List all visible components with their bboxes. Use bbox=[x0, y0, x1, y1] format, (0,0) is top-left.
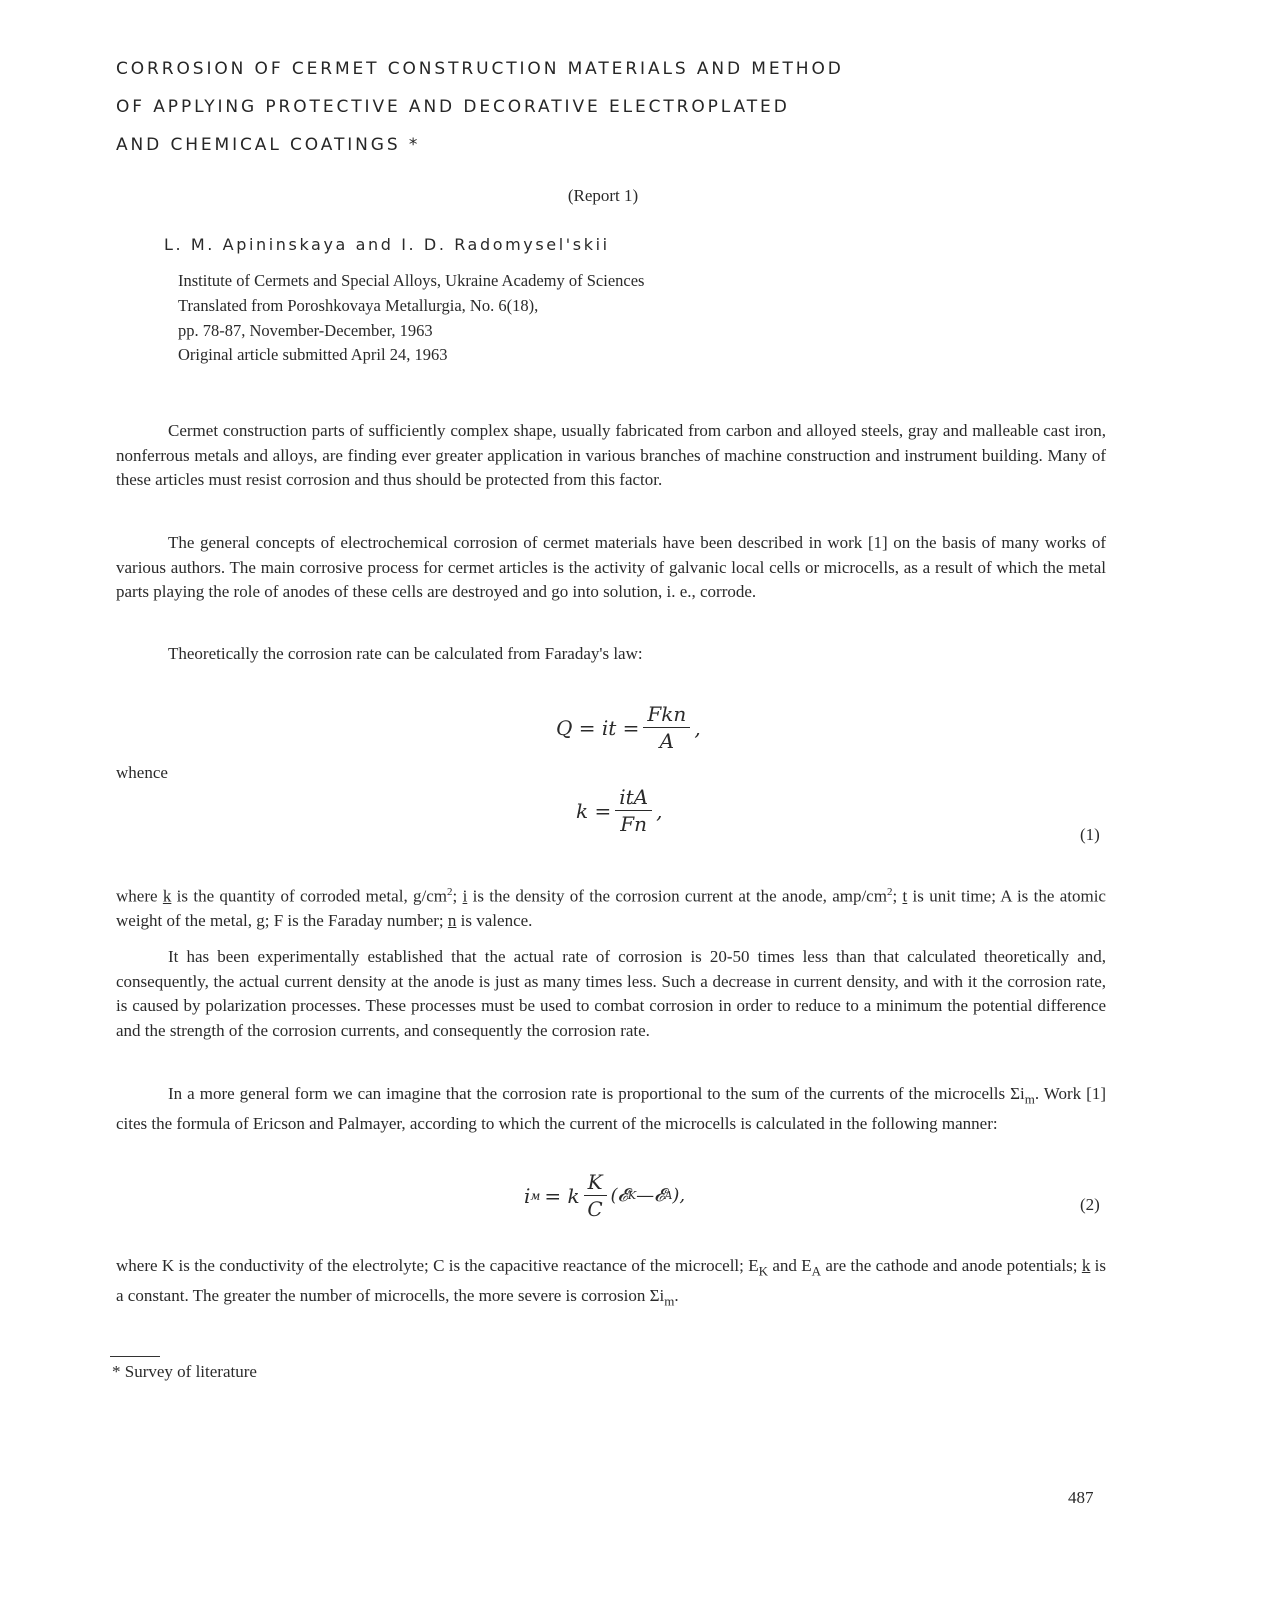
equation-1-tail: , bbox=[656, 798, 663, 823]
p4-sup-2: 2 bbox=[447, 886, 453, 898]
p4-var-g: g bbox=[256, 911, 265, 931]
p7-sub-m: m bbox=[664, 1293, 675, 1309]
p7-text-b: and E bbox=[768, 1256, 812, 1275]
p7-text-e: . bbox=[674, 1285, 679, 1305]
equation-2-close: ), bbox=[672, 1185, 686, 1206]
p7-text-d: is a constant. The greater the number of microcells, the more severe is corrosion Σi bbox=[116, 1256, 1107, 1305]
equation-1-numerator: itA bbox=[615, 785, 652, 811]
equation-2-denominator: C bbox=[587, 1197, 603, 1221]
paragraph-4 bbox=[116, 880, 1106, 934]
paragraph-2: The general concepts of electrochemical corrosion of cermet materials have been described in work [1] on the basis of many works of various authors. The main corrosive process for cermet articles is the activity of galvanic local cells or microcells, as a result of which the metal parts playing the role of anodes of these cells are destroyed and go into solution, i. e., corrode. bbox=[116, 533, 1106, 601]
page-number: 487 bbox=[1068, 1488, 1094, 1507]
p4-text-a: where bbox=[116, 886, 163, 906]
equation-2-numerator: K bbox=[584, 1170, 607, 1196]
equation-2-eq: = k bbox=[544, 1183, 580, 1208]
p6-text-a: In a more general form we can imagine that the corrosion rate is proportional to the sum of the currents of the microcells Σi bbox=[168, 1084, 1025, 1103]
p4-var-k: k bbox=[162, 886, 172, 906]
equation-2-fraction bbox=[584, 1170, 607, 1221]
p4-text-d: is the density of the corrosion current at the anode, amp/cm bbox=[467, 886, 887, 906]
p4-text-h: ; F is the Faraday number; bbox=[264, 911, 448, 931]
affiliation-line-4: Original article submitted April 24, 1963 bbox=[178, 345, 448, 364]
paragraph-3: Theoretically the corrosion rate can be calculated from Faraday's law: bbox=[168, 644, 643, 663]
p4-var-n: n bbox=[447, 911, 457, 931]
title-line-3-text: AND CHEMICAL COATINGS bbox=[116, 135, 401, 155]
equation-2-sub-k: K bbox=[627, 1189, 637, 1202]
equation-1-denominator: Fn bbox=[620, 812, 648, 836]
equation-2 bbox=[524, 1170, 685, 1221]
equation-1-lhs: k = bbox=[576, 798, 612, 823]
faraday-denominator: A bbox=[659, 729, 675, 753]
whence-label: whence bbox=[116, 763, 168, 782]
p7-sub-k: K bbox=[758, 1263, 768, 1279]
equation-2-i-sub: м bbox=[530, 1188, 541, 1203]
affiliation-line-2: Translated from Poroshkovaya Metallurgia, No. 6(18), bbox=[178, 296, 539, 315]
faraday-fraction bbox=[643, 702, 690, 753]
footnote-rule bbox=[110, 1356, 160, 1357]
p4-text-c: ; bbox=[452, 886, 463, 906]
paragraph-5: It has been experimentally established that the actual rate of corrosion is 20-50 times less than that calculated theoretically and, consequently, the actual current density at the anode is just as many times less. Such a decrease in current density, and with it the corrosion rate, is caused by polarization processes. These processes must be used to combat corrosion in order to reduce to a minimum the potential difference and the strength of the corrosion currents, and consequently the corrosion rate. bbox=[116, 947, 1106, 1040]
equation-1 bbox=[576, 785, 662, 836]
paragraph-7 bbox=[116, 1254, 1106, 1314]
affiliation-line-3: pp. 78-87, November-December, 1963 bbox=[178, 321, 433, 340]
p6-text-b: . Work [1] cites the formula of Ericson and Palmayer, according to which the current of the microcells is calculated in the following manner: bbox=[116, 1084, 1106, 1133]
paragraph-6 bbox=[116, 1082, 1106, 1136]
p4-text-j: is valence. bbox=[456, 911, 533, 931]
equation-2-minus: —𝓔 bbox=[636, 1185, 665, 1206]
equation-2-number: (2) bbox=[1080, 1195, 1100, 1214]
p4-sup-2b: 2 bbox=[886, 886, 893, 898]
p4-text-f: is unit time; A is the atomic weight of the metal, bbox=[116, 886, 1106, 931]
p4-text-b: is the quantity of corroded metal, g/cm bbox=[171, 886, 448, 906]
p4-var-t: t bbox=[902, 886, 908, 906]
p6-sub-m: m bbox=[1024, 1091, 1035, 1107]
faraday-equation bbox=[556, 702, 701, 753]
equation-2-sub-a: A bbox=[664, 1189, 673, 1202]
p7-var-k: k bbox=[1081, 1256, 1091, 1275]
p7-sub-a: A bbox=[811, 1263, 822, 1279]
faraday-lhs: Q = it = bbox=[556, 715, 640, 740]
p4-var-i: i bbox=[462, 886, 468, 906]
title-line-3 bbox=[116, 135, 420, 155]
equation-1-fraction bbox=[615, 785, 652, 836]
equation-1-number: (1) bbox=[1080, 825, 1100, 844]
report-label: (Report 1) bbox=[567, 186, 639, 205]
authors: L. M. Apininskaya and I. D. Radomysel'skii bbox=[164, 235, 610, 254]
affiliation-line-1: Institute of Cermets and Special Alloys, Ukraine Academy of Sciences bbox=[178, 271, 645, 290]
p7-text-c: are the cathode and anode potentials; bbox=[821, 1256, 1082, 1275]
title-line-1: CORROSION OF CERMET CONSTRUCTION MATERIALS AND METHOD bbox=[116, 59, 844, 79]
equation-2-rhs-open: (𝓔 bbox=[610, 1185, 628, 1206]
title-footnote-mark: * bbox=[408, 135, 421, 155]
title-line-2: OF APPLYING PROTECTIVE AND DECORATIVE ELECTROPLATED bbox=[116, 97, 790, 117]
paragraph-1: Cermet construction parts of sufficiently complex shape, usually fabricated from carbon and alloyed steels, gray and malleable cast iron, nonferrous metals and alloys, are finding ever greater application in various branches of machine construction and instrument building. Many of these articles must resist corrosion and thus should be protected from this factor. bbox=[116, 421, 1106, 489]
p7-text-a: where K is the conductivity of the electrolyte; C is the capacitive reactance of the microcell; E bbox=[116, 1256, 759, 1275]
faraday-tail: , bbox=[694, 715, 701, 740]
p4-text-e: ; bbox=[892, 886, 903, 906]
footnote: * Survey of literature bbox=[112, 1362, 257, 1381]
faraday-numerator: Fkn bbox=[643, 702, 690, 728]
equation-2-i: i bbox=[524, 1183, 531, 1208]
